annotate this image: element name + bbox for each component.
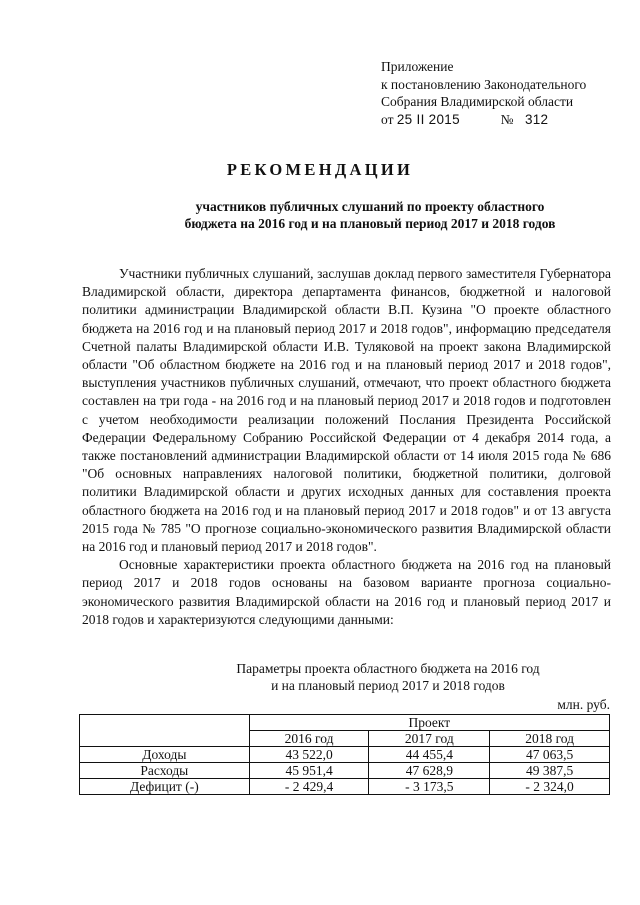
paragraph-1: Участники публичных слушаний, заслушав доклад первого заместителя Губернатора Владимирской области, директора департамента финансов, бюджетной и налоговой политики администрации Владимирской области В.П. Кузина "О проекте областного бюджета на 2016 год и на плановый период 2017 и 2018 годов", информацию председателя Счетной палаты Владимирской области И.В. Туляковой на проект закона Владимирской области "Об областном бюджете на 2016 год и на плановый период 2017 и 2018 годов", выступления участников публичных слушаний, отмечают, что проект областного бюджета составлен на три года - на 2016 год и на плановый период 2017 и 2018 годов и подготовлен с учетом необходимости реализации положений Послания Президента Российской Федерации Федеральному Собранию Российской Федерации от 4 декабря 2014 года, а также постановлений администрации Владимирской области от 14 июля 2015 года № 686 "Об основных направлениях налоговой политики, бюджетной политики, долговой политики Владимирской области и других исходных данных для составления проекта областного бюджета на 2016 год и на плановый период 2017 и 2018 годов" и от 13 августа 2015 года № 785 "О прогнозе социально-экономического развития Владимирской области на 2016 год и плановый период 2017 и 2018 годов". [82,266,611,555]
date-prefix: от [381,111,394,127]
table-caption-line-2: и на плановый период 2017 и 2018 годов [271,678,505,693]
table-row [80,779,610,795]
table-row [80,747,610,763]
table-row [80,763,610,779]
subtitle-line-2: бюджета на 2016 год и на плановый период 2017 и 2018 годов [184,216,556,231]
project-header: Проект [249,715,609,731]
table-corner-cell [80,715,250,747]
table-cell: 47 628,9 [369,763,490,779]
row-label: Доходы [80,747,250,763]
table-cell: 49 387,5 [490,763,610,779]
table-cell: - 2 324,0 [490,779,610,795]
row-label: Дефицит (-) [80,779,250,795]
body-text [82,265,611,629]
resolution-number: 312 [524,111,549,127]
table-cell: 47 063,5 [490,747,610,763]
document-title: РЕКОМЕНДАЦИИ [226,160,414,179]
table-cell: 44 455,4 [369,747,490,763]
appendix-header [381,58,586,128]
table-units: млн. руб. [557,697,610,712]
row-label: Расходы [80,763,250,779]
table-cell: 45 951,4 [249,763,369,779]
table-cell: - 2 429,4 [249,779,369,795]
document-subtitle [100,198,640,232]
resolution-date: 25 II 2015 [396,111,460,127]
table-caption-line-1: Параметры проекта областного бюджета на 2016 год [236,661,540,676]
appendix-date-line [381,111,586,129]
paragraph-2: Основные характеристики проекта областного бюджета на 2016 год на плановый период 2017 и 2018 годов основаны на базовом варианте прогноза социально-экономического развития Владимирской области на 2016 год и плановый период 2017 и 2018 годов и характеризуются следующими данными: [82,557,611,627]
appendix-resolution-line: к постановлению Законодательного [381,76,587,92]
table-cell: - 3 173,5 [369,779,490,795]
table-caption [118,660,640,694]
budget-parameters-table [79,714,610,795]
appendix-assembly-line: Собрания Владимирской области [381,94,574,109]
year-header-2016: 2016 год [249,731,369,747]
number-prefix: № [500,111,514,127]
year-header-2017: 2017 год [369,731,490,747]
year-header-2018: 2018 год [490,731,610,747]
subtitle-line-1: участников публичных слушаний по проекту областного [195,199,545,214]
appendix-label: Приложение [381,59,454,74]
table-cell: 43 522,0 [249,747,369,763]
table-header-row [80,715,610,731]
